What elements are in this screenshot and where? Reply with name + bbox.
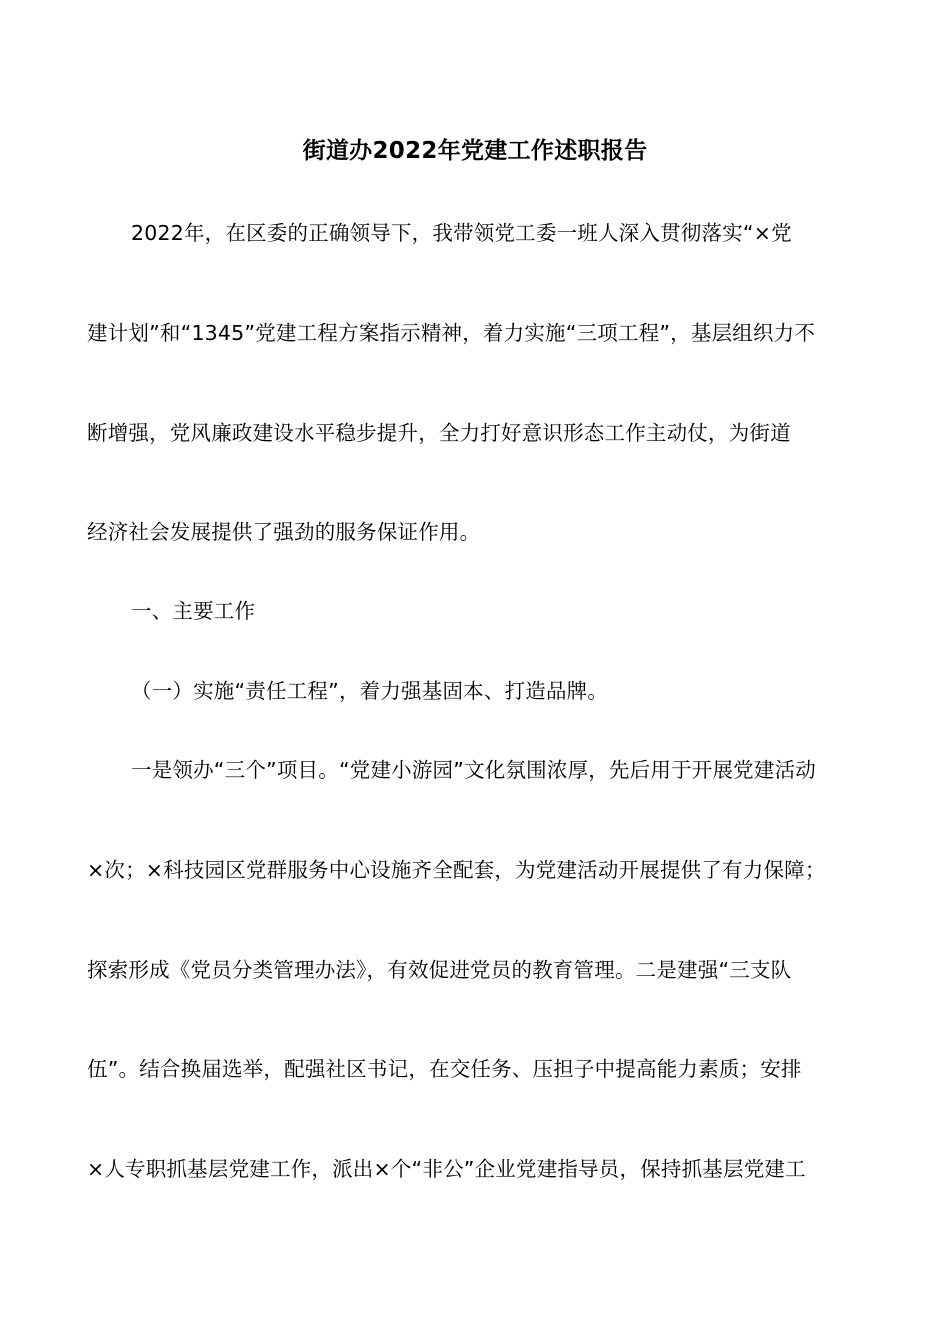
section-heading: 一、主要工作 [131, 599, 256, 623]
paragraph-line: 伍”。结合换届选举，配强社区书记，在交任务、压担子中提高能力素质；安排 [87, 1057, 802, 1081]
subsection-heading: （一）实施“责任工程”，着力强基固本、打造品牌。 [131, 679, 609, 703]
paragraph-line: 建计划”和“1345”党建工程方案指示精神，着力实施“三项工程”，基层组织力不 [87, 321, 816, 345]
paragraph-line: 经济社会发展提供了强劲的服务保证作用。 [87, 520, 481, 544]
paragraph-line: ×人专职抓基层党建工作，派出×个“非公”企业党建指导员，保持抓基层党建工 [87, 1157, 806, 1181]
paragraph-line: 探索形成《党员分类管理办法》，有效促进党员的教育管理。二是建强“三支队 [87, 958, 792, 982]
paragraph-line: 一是领办“三个”项目。“党建小游园”文化氛围浓厚，先后用于开展党建活动 [131, 758, 816, 782]
paragraph-line: 2022年，在区委的正确领导下，我带领党工委一班人深入贯彻落实“×党 [131, 221, 792, 245]
document-title: 街道办2022年党建工作述职报告 [302, 138, 648, 164]
paragraph-line: 断增强，党风廉政建设水平稳步提升，全力打好意识形态工作主动仗，为街道 [87, 421, 791, 445]
paragraph-line: ×次；×科技园区党群服务中心设施齐全配套，为党建活动开展提供了有力保障； [87, 858, 826, 882]
